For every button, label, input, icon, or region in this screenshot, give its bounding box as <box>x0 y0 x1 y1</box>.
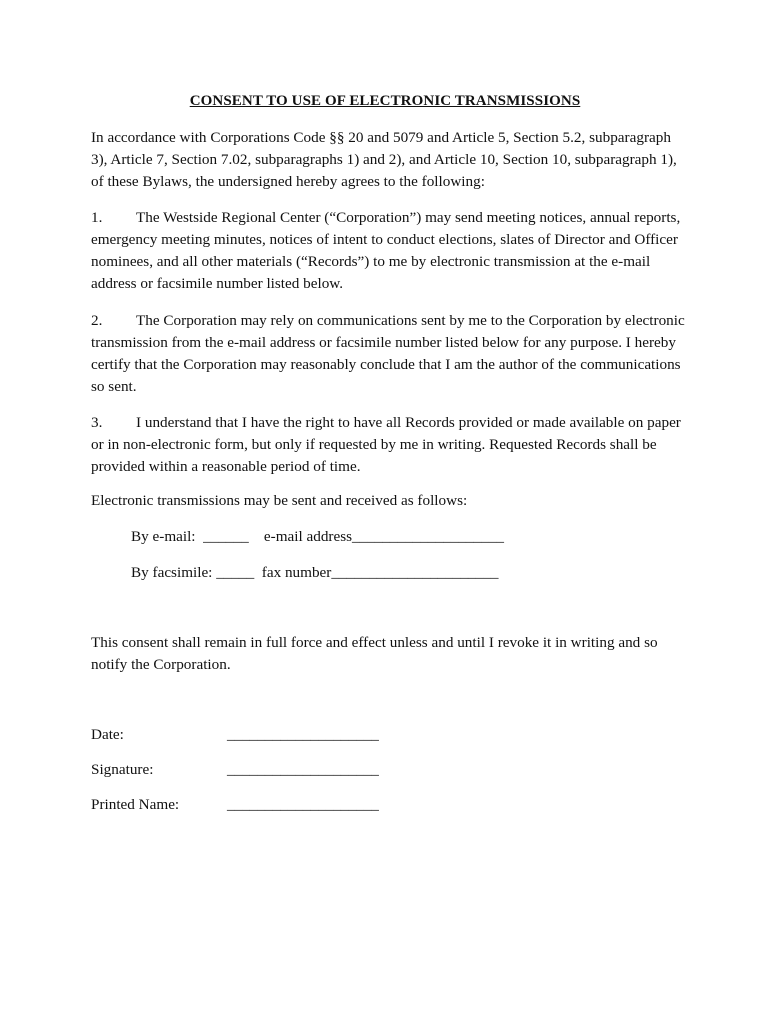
item-number: 3. <box>91 414 103 431</box>
numbered-item-1 <box>91 207 691 295</box>
consent-paragraph: This consent shall remain in full force and effect unless and until I revoke it in writing and so notify the Corporation. <box>91 634 658 673</box>
intro-text: In accordance with Corporations Code §§ 20 and 5079 and Article 5, Section 5.2, subparagraph 3), Article 7, Section 7.02, subparagraphs 1) and 2), and Article 10, Section 10, subparagraph 1), of these Bylaws, the undersigned hereby agrees to the following: <box>91 129 677 190</box>
date-label: Date: <box>91 726 124 743</box>
numbered-item-2 <box>91 310 691 398</box>
item-number: 2. <box>91 312 103 329</box>
signature-label: Signature: <box>91 761 154 778</box>
item-number: 1. <box>91 209 103 226</box>
item-text: I understand that I have the right to have all Records provided or made available on paper or in non-electronic form, but only if requested by me in writing. Requested Records shall be provided within a reasonable period of time. <box>91 414 681 475</box>
date-blank[interactable]: ____________________ <box>227 726 379 743</box>
email-row <box>131 526 504 548</box>
signature-field <box>91 759 491 781</box>
fax-check-blank[interactable]: _____ <box>216 564 255 581</box>
printed-name-label: Printed Name: <box>91 796 180 813</box>
fax-row <box>131 562 498 584</box>
item-text: The Corporation may rely on communications sent by me to the Corporation by electronic transmission from the e-mail address or facsimile number listed below for any purpose. I hereby certify that the Corporation may reasonably conclude that I am the author of the communications so sent. <box>91 312 685 395</box>
intro-paragraph <box>91 127 691 193</box>
item-text: The Westside Regional Center (“Corporation”) may send meeting notices, annual reports, emergency meeting minutes, notices of intent to conduct elections, slates of Director and Officer nominees, and all other materials (“Records”) to me by electronic transmission at the e-mail address or facsimile number listed below. <box>91 209 681 292</box>
email-check-blank[interactable]: ______ <box>203 528 249 545</box>
fax-number-label: fax number <box>261 564 332 581</box>
fax-number-blank[interactable]: ______________________ <box>331 564 499 581</box>
printed-name-blank[interactable]: ____________________ <box>227 796 379 813</box>
date-field <box>91 724 491 746</box>
email-address-blank[interactable]: ____________________ <box>352 528 504 545</box>
numbered-item-3 <box>91 412 691 478</box>
transmission-label: Electronic transmissions may be sent and received as follows: <box>91 492 468 509</box>
email-address-label: e-mail address <box>263 528 353 545</box>
printed-name-field <box>91 794 491 816</box>
document-title: CONSENT TO USE OF ELECTRONIC TRANSMISSIONS <box>189 93 581 109</box>
email-label: By e-mail: <box>131 528 196 545</box>
fax-label: By facsimile: <box>131 564 213 581</box>
signature-blank[interactable]: ____________________ <box>227 761 379 778</box>
